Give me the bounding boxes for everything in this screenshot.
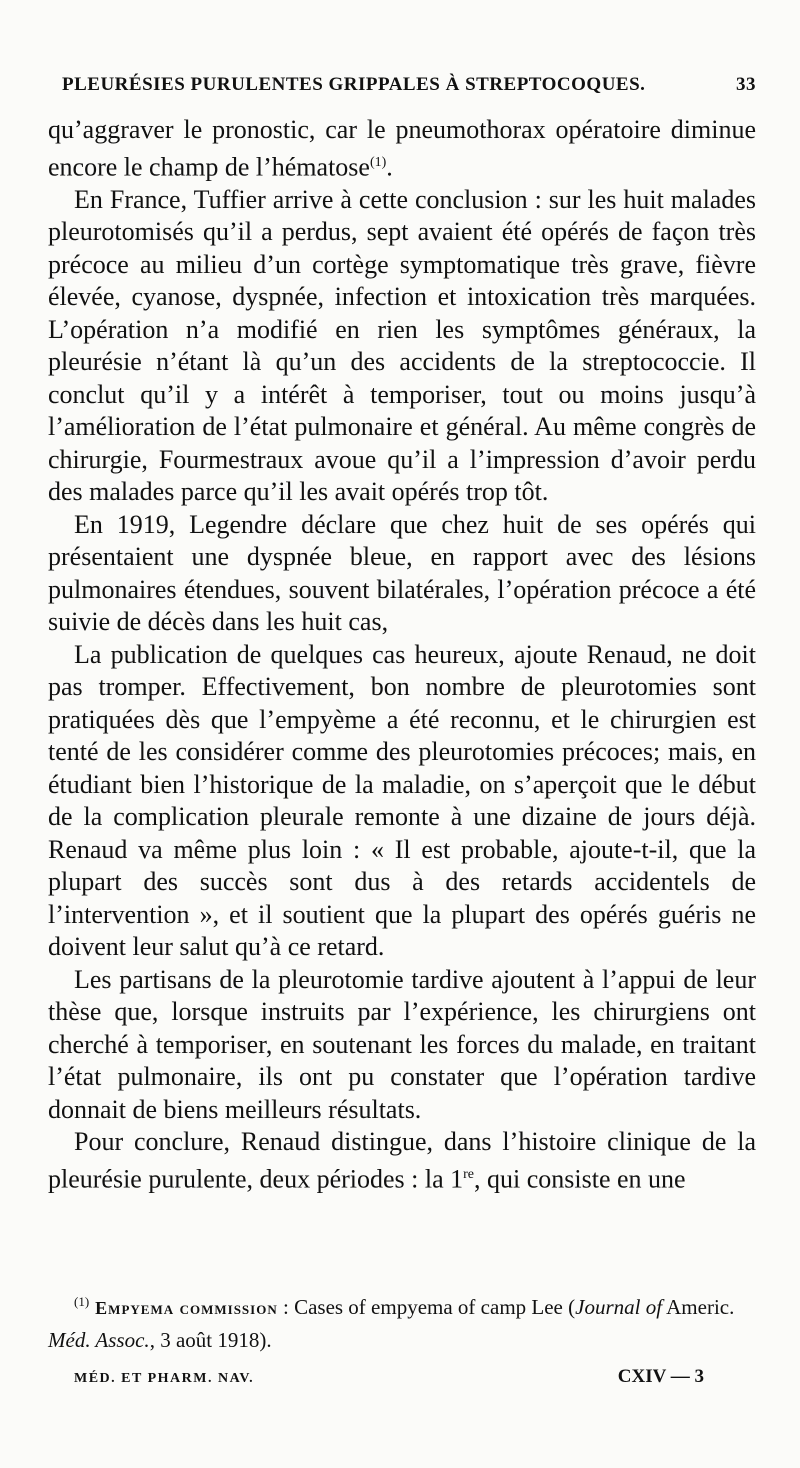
paragraph-2: En France, Tuffier arrive à cette conclusion : sur les huit malades pleurotomisés qu’il a perdus, sept avaient été opérés de façon très précoce au milieu d’un cortège symptomatique très grave, fièvre élevée, cyanose, dyspnée, infection et intoxication très marquées. L’opération n’a modifié en rien les symptômes généraux, la pleurésie n’étant là qu’un des accidents de la streptococcie. Il conclut qu’il y a intérêt à temporiser, tout ou moins jusqu’à l’amélioration de l’état pulmonaire et général. Au même congrès de chirurgie, Fourmestraux avoue qu’il a l’impression d’avoir perdu des malades parce qu’il les avait opérés trop tôt. bbox=[48, 184, 756, 507]
paragraph-1-end: . bbox=[386, 152, 393, 182]
paragraph-3: En 1919, Legendre déclare que chez huit de ses opérés qui présentaient une dyspnée bleue, en rapport avec des lésions pulmonaires étendues, souvent bilatérales, l’opération précoce a été suivie de décès dans les huit cas, bbox=[48, 509, 756, 637]
paragraph-1-text: qu’aggraver le pronostic, car le pneumothorax opératoire diminue encore le champ de l’hématose bbox=[48, 115, 756, 182]
footnote bbox=[48, 1286, 756, 1356]
paragraph-6-end: , qui consiste en une bbox=[474, 1164, 686, 1194]
footnote-reference: (1) bbox=[369, 154, 387, 170]
footnote-journal-2: Méd. Assoc. bbox=[48, 1328, 150, 1352]
paragraph-4: La publication de quelques cas heureux, ajoute Renaud, ne doit pas tromper. Effectivement, bon nombre de pleurotomies sont pratiquées dès que l’empyème a été reconnu, et le chirurgien est tenté de les considérer comme des pleurotomies précoces; mais, en étudiant bien l’historique de la maladie, on s’aperçoit que le début de la complication pleurale remonte à une dizaine de jours déjà. Renaud va même plus loin : « Il est probable, ajoute-t-il, que la plupart des succès sont dus à des retards accidentels de l’intervention », et il soutient que la plupart des opérés guéris ne doivent leur salut qu’à ce retard. bbox=[48, 639, 756, 962]
footnote-text-before: : Cases of empyema of camp Lee ( bbox=[277, 1295, 576, 1319]
footnote-text-after: , 3 août 1918). bbox=[149, 1328, 272, 1352]
footer-publication: MÉD. ET PHARM. NAV. bbox=[74, 1371, 255, 1386]
running-title: PLEURÉSIES PURULENTES GRIPPALES À STREPTOCOQUES. bbox=[62, 74, 646, 95]
main-text bbox=[48, 114, 756, 1196]
page-number: 33 bbox=[736, 74, 756, 95]
running-header bbox=[62, 74, 756, 104]
paragraph-6 bbox=[48, 1126, 756, 1196]
footnote-marker: (1) bbox=[74, 1294, 90, 1309]
paragraph-1 bbox=[48, 114, 756, 184]
footnote-journal: Journal of bbox=[575, 1295, 663, 1319]
ordinal-superscript: re bbox=[463, 1166, 475, 1182]
page-footer bbox=[74, 1366, 704, 1388]
paragraph-6-text: Pour conclure, Renaud distingue, dans l’histoire clinique de la pleurésie purulente, deux périodes : la 1 bbox=[48, 1127, 756, 1194]
footer-volume: CXIV — 3 bbox=[617, 1366, 704, 1387]
footnote-text-mid: Americ. bbox=[662, 1295, 735, 1319]
footnote-author: Empyema commission bbox=[95, 1298, 278, 1318]
paragraph-5: Les partisans de la pleurotomie tardive ajoutent à l’appui de leur thèse que, lorsque instruits par l’expérience, les chirurgiens ont cherché à temporiser, en soutenant les forces du malade, en traitant l’état pulmonaire, ils ont pu constater que l’opération tardive donnait de biens meilleurs résultats. bbox=[48, 964, 756, 1124]
